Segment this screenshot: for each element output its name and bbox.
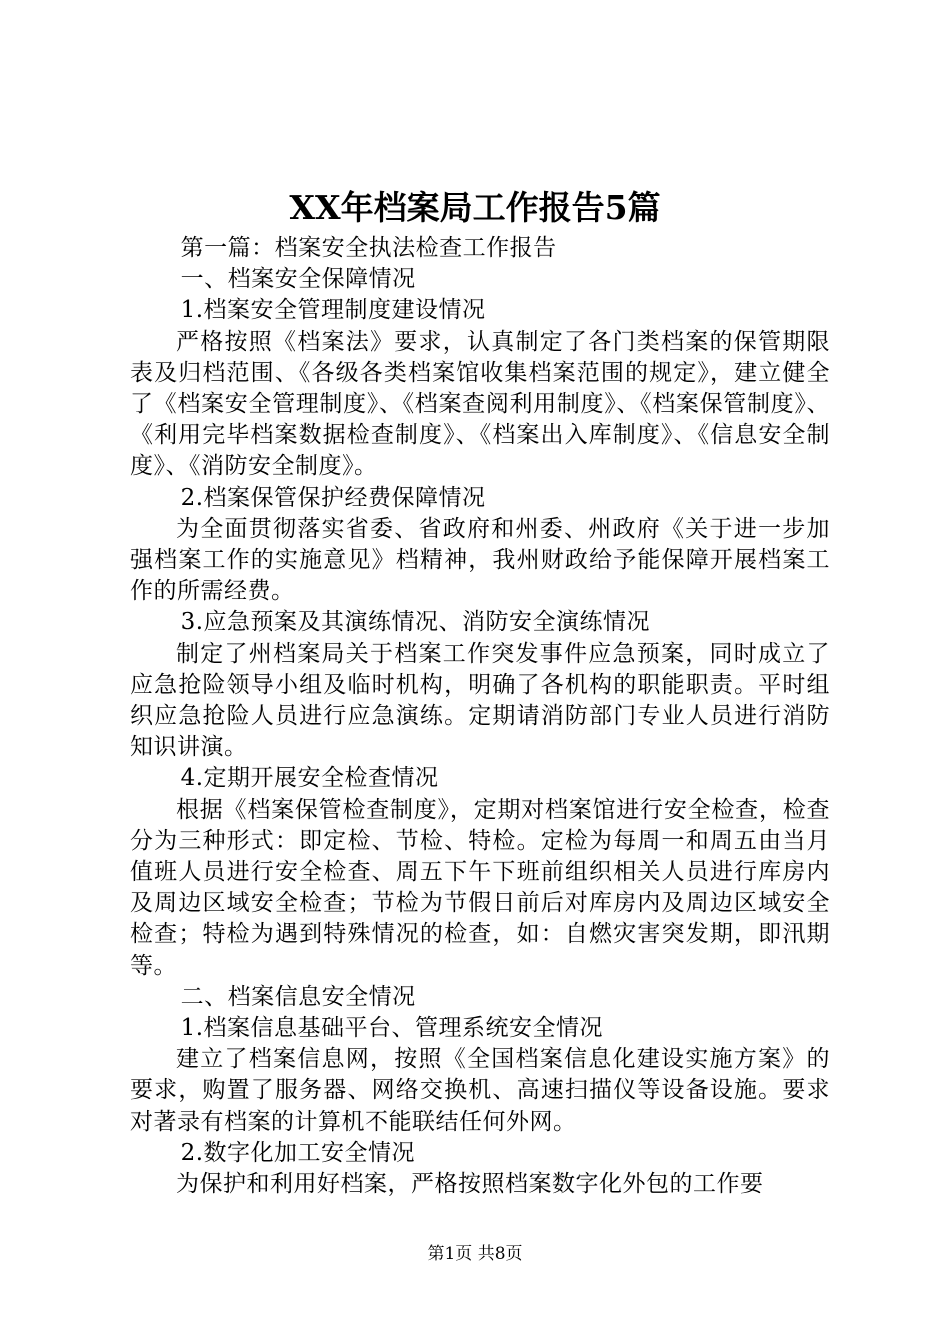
body-paragraph: 为全面贯彻落实省委、省政府和州委、州政府《关于进一步加强档案工作的实施意见》档精神，我州财政给予能保障开展档案工作的所需经费。 <box>130 515 830 605</box>
section-heading: 二、档案信息安全情况 <box>180 983 416 1010</box>
body-paragraph: 制定了州档案局关于档案工作突发事件应急预案，同时成立了应急抢险领导小组及临时机构，明确了各机构的职能职责。平时组织应急抢险人员进行应急演练。定期请消防部门专业人员进行消防知识讲演。 <box>130 640 830 761</box>
document-body <box>130 233 830 1200</box>
body-paragraph: 建立了档案信息网，按照《全国档案信息化建设实施方案》的要求，购置了服务器、网络交换机、高速扫描仪等设备设施。要求对著录有档案的计算机不能联结任何外网。 <box>130 1046 830 1135</box>
section-heading: 一、档案安全保障情况 <box>180 266 416 293</box>
subsection-heading: 1.档案安全管理制度建设情况 <box>180 297 486 324</box>
section-heading: 第一篇：档案安全执法检查工作报告 <box>180 235 557 261</box>
subsection-heading: 4.定期开展安全检查情况 <box>180 765 439 792</box>
subsection-heading: 2.档案保管保护经费保障情况 <box>180 484 486 511</box>
subsection-heading: 1.档案信息基础平台、管理系统安全情况 <box>180 1015 604 1042</box>
subsection-heading: 3.应急预案及其演练情况、消防安全演练情况 <box>180 609 651 636</box>
subsection-heading: 2.数字化加工安全情况 <box>180 1139 416 1166</box>
page-number-footer: 第1页 共8页 <box>427 1244 523 1264</box>
body-paragraph: 为保护和利用好档案，严格按照档案数字化外包的工作要 <box>176 1171 764 1198</box>
document-title: XX年档案局工作报告5篇 <box>289 188 661 227</box>
body-paragraph: 严格按照《档案法》要求，认真制定了各门类档案的保管期限表及归档范围、《各级各类档案馆收集档案范围的规定》，建立健全了《档案安全管理制度》、《档案查阅利用制度》、《档案保管制度》、《利用完毕档案数据检查制度》、《档案出入库制度》、《信息安全制度》、《消防安全制度》。 <box>130 328 830 480</box>
body-paragraph: 根据《档案保管检查制度》，定期对档案馆进行安全检查，检查分为三种形式：即定检、节检、特检。定检为每周一和周五由当月值班人员进行安全检查、周五下午下班前组织相关人员进行库房内及周边区域安全检查；节检为节假日前后对库房内及周边区域安全检查；特检为遇到特殊情况的检查，如：自燃灾害突发期，即汛期等。 <box>130 796 830 979</box>
